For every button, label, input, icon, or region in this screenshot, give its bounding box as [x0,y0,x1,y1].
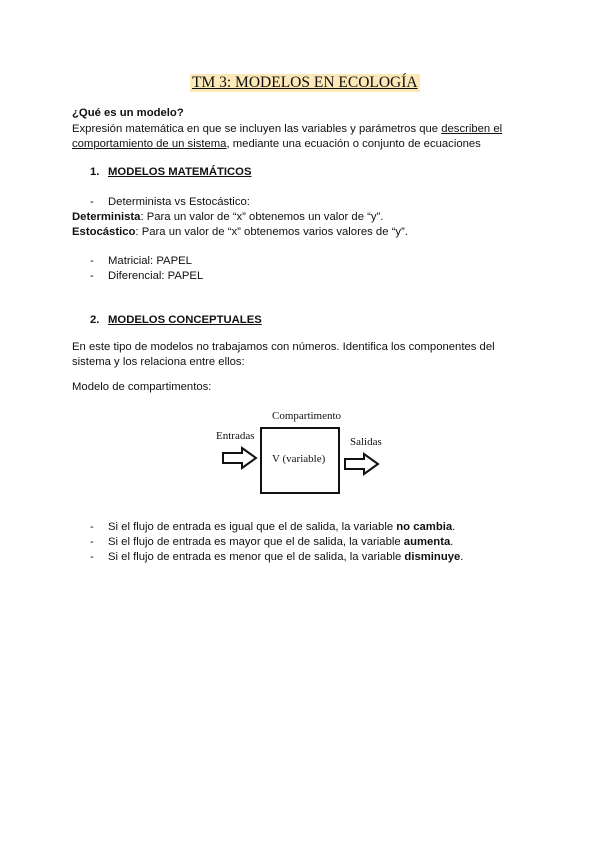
diagram-intro: Modelo de compartimentos: [72,381,212,393]
definition-text: Expresión matemática en que se incluyen las variables y parámetros que [72,123,442,135]
list-item [108,551,463,563]
input-arrow-icon [220,445,260,471]
bullet-text: Si el flujo de entrada es menor que el de salida, la variable [108,551,405,563]
bullet-bold: no cambia [396,521,453,533]
estocastico-text: : Para un valor de “x” obtenemos varios valores de “y”. [135,226,408,238]
estocastico-line [72,226,408,238]
section-2-heading: MODELOS CONCEPTUALES [108,314,262,326]
list-item: Matricial: PAPEL [108,255,192,267]
output-arrow-icon [342,451,382,477]
section-2-paragraph-line-2: sistema y los relaciona entre ellos: [72,356,245,368]
bullet-dash: - [90,270,94,282]
bullet-dash: - [90,521,94,533]
list-item [108,521,455,533]
bullet-dash: - [90,255,94,267]
determinista-label: Determinista [72,211,141,223]
definition-text-2: , mediante una ecuación o conjunto de ecuaciones [226,138,481,150]
list-item: Diferencial: PAPEL [108,270,204,282]
bullet-end: . [452,521,456,533]
definition-underlined-2: comportamiento de un sistema [72,138,227,150]
section-2-paragraph-line-1: En este tipo de modelos no trabajamos con números. Identifica los componentes del [72,341,495,353]
bullet-dash: - [90,551,94,563]
bullet-bold: disminuye [404,551,461,563]
bullet-end: . [450,536,454,548]
definition-underlined: describen el [441,123,503,135]
page-title: TM 3: MODELOS EN ECOLOGÍA [192,74,418,91]
determinista-text: : Para un valor de “x” obtenemos un valor de “y”. [140,211,384,223]
bullet-text: Si el flujo de entrada es igual que el de salida, la variable [108,521,397,533]
section-1-number: 1. [90,166,100,178]
estocastico-label: Estocástico [72,226,136,238]
output-label: Salidas [350,436,382,448]
compartment-variable-label: V (variable) [272,453,326,465]
bullet-dash: - [90,196,94,208]
section-1-bullet: Determinista vs Estocástico: [108,196,250,208]
definition-line-2 [72,137,481,152]
list-item [108,536,453,548]
section-2-number: 2. [90,314,100,326]
determinista-line [72,211,383,223]
bullet-text: Si el flujo de entrada es mayor que el de salida, la variable [108,536,404,548]
input-label: Entradas [216,430,255,442]
section-1-heading: MODELOS MATEMÁTICOS [108,166,252,178]
question-heading: ¿Qué es un modelo? [72,107,184,119]
compartment-label: Compartimento [272,410,342,422]
bullet-bold: aumenta [403,536,451,548]
definition-line-1 [72,122,502,137]
bullet-dash: - [90,536,94,548]
bullet-end: . [460,551,464,563]
